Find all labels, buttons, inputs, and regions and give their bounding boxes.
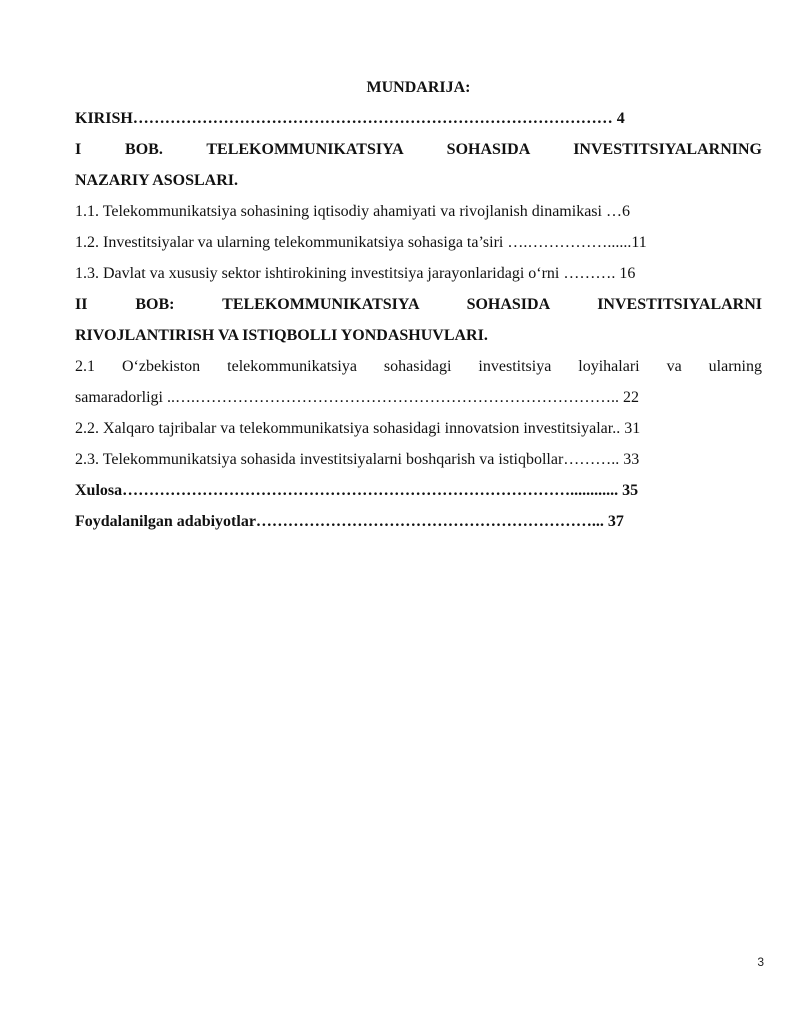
- toc-chapter-1-heading-line-1: I BOB. TELEKOMMUNIKATSIYA SOHASIDA INVESTITSIYALARNING: [75, 141, 762, 158]
- toc-entry-kirish: KIRISH……………………………………………………………………………… 4: [75, 110, 625, 127]
- toc-entry-1-2: 1.2. Investitsiyalar va ularning telekommunikatsiya sohasiga ta’siri ….……………......11: [75, 234, 647, 251]
- toc-entry-2-3: 2.3. Telekommunikatsiya sohasida investitsiyalarni boshqarish va istiqbollar……….. 33: [75, 451, 640, 468]
- toc-chapter-1-heading-line-2: NAZARIY ASOSLARI.: [75, 172, 238, 189]
- toc-entry-2-1-line-2: samaradorligi ..….…………………………………………………………………….. 22: [75, 389, 639, 406]
- toc-entry-1-1: 1.1. Telekommunikatsiya sohasining iqtisodiy ahamiyati va rivojlanish dinamikasi …6: [75, 203, 630, 220]
- toc-chapter-2-heading-line-2: RIVOJLANTIRISH VA ISTIQBOLLI YONDASHUVLARI.: [75, 327, 488, 344]
- toc-title: MUNDARIJA:: [366, 79, 471, 96]
- table-of-contents: [75, 72, 762, 537]
- toc-chapter-2-heading-line-1: II BOB: TELEKOMMUNIKATSIYA SOHASIDA INVESTITSIYALARNI: [75, 296, 762, 313]
- toc-entry-2-2: 2.2. Xalqaro tajribalar va telekommunikatsiya sohasidagi innovatsion investitsiyalar.. 31: [75, 420, 641, 437]
- toc-entry-xulosa: Xulosa…………………………………………………………………………............ 35: [75, 482, 639, 499]
- page-number: 3: [757, 955, 764, 969]
- toc-entry-adabiyotlar: Foydalanilgan adabiyotlar………………………………………………………... 37: [75, 513, 624, 530]
- toc-entry-2-1-line-1: 2.1 O‘zbekiston telekommunikatsiya sohasidagi investitsiya loyihalari va ularning: [75, 358, 762, 375]
- toc-entry-1-3: 1.3. Davlat va xususiy sektor ishtirokining investitsiya jarayonlaridagi o‘rni ………. 16: [75, 265, 636, 282]
